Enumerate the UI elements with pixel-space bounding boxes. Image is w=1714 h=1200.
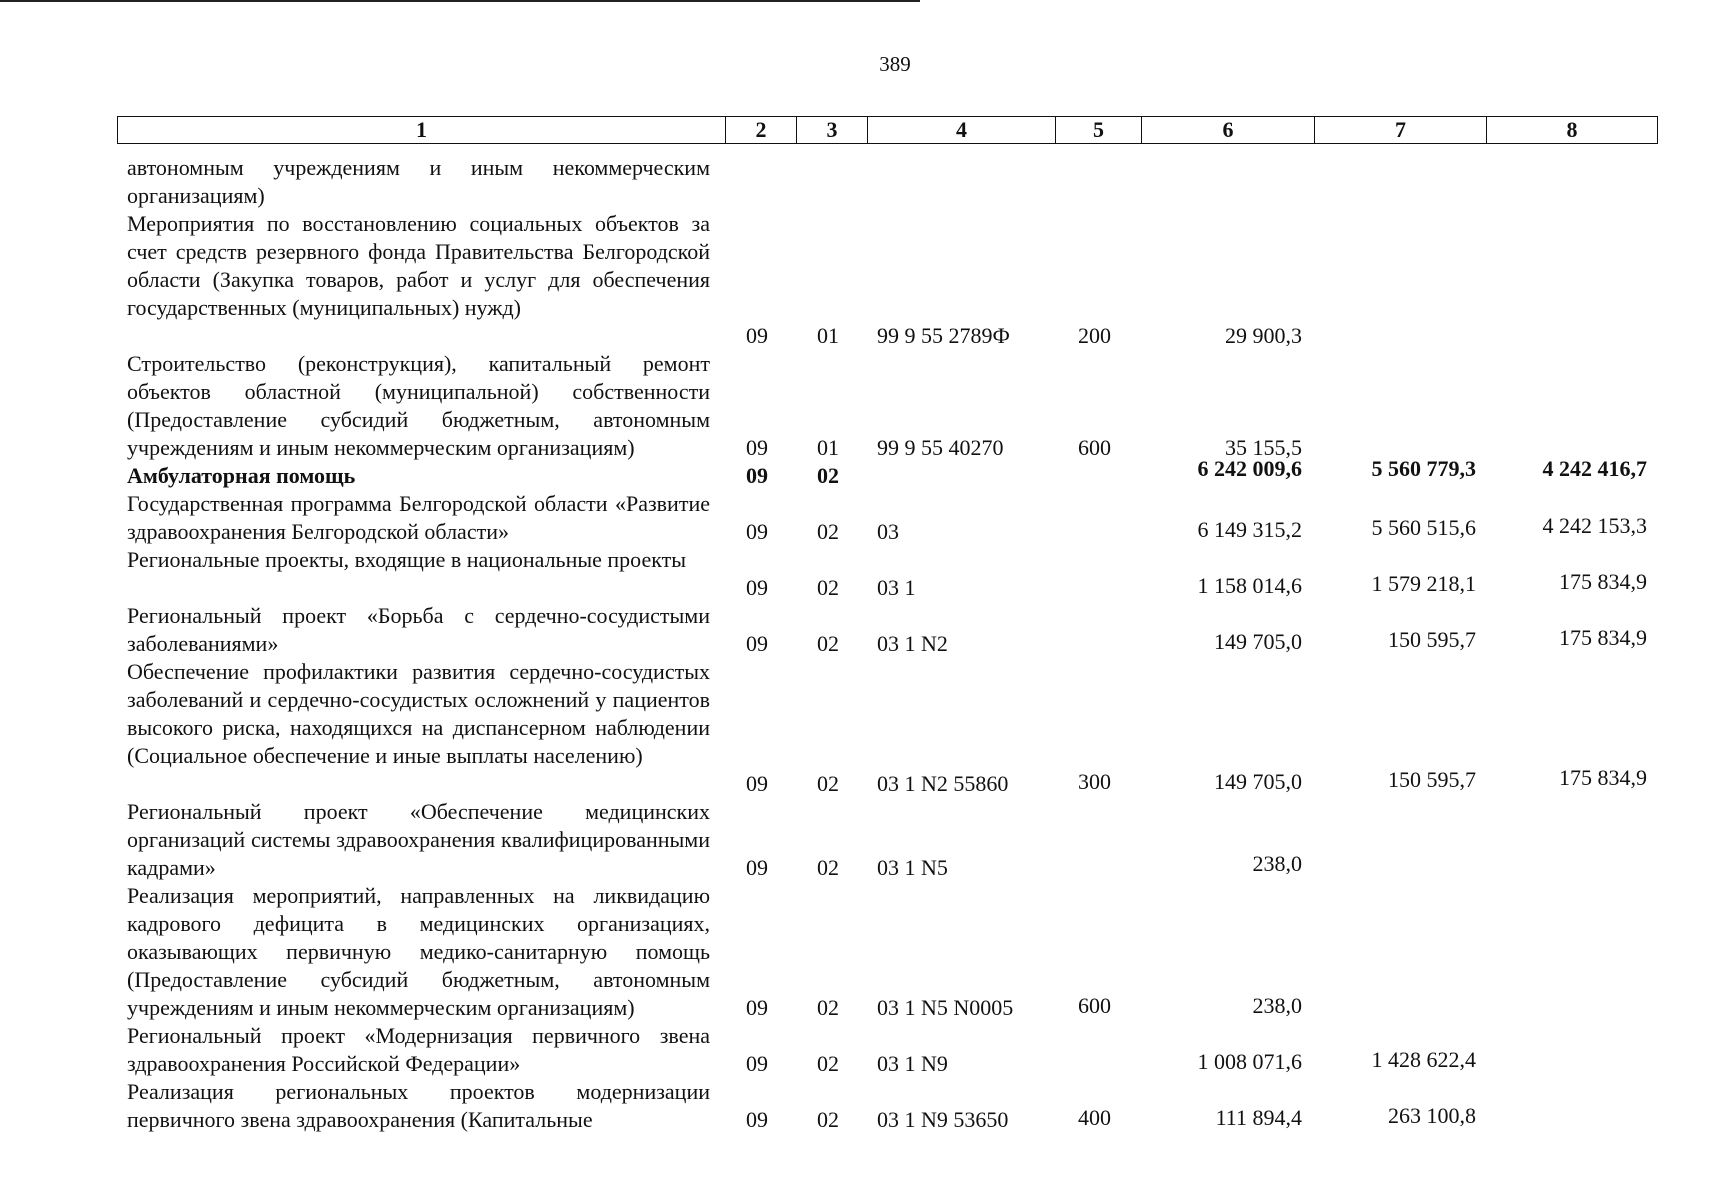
row-expense-type: 400	[1078, 1105, 1111, 1130]
row-target-code: 03	[877, 519, 899, 544]
row-target-code: 03 1 N2	[877, 631, 948, 656]
row-subsection: 02	[817, 463, 839, 488]
row-target-code: 03 1	[877, 575, 916, 600]
row-amount-6: 6 149 315,2	[1197, 517, 1302, 542]
column-header-3: 3	[797, 117, 868, 144]
row-subsection: 02	[817, 855, 839, 880]
row-amount-7: 150 595,7	[1388, 767, 1476, 792]
page-number: 389	[879, 52, 911, 76]
row-name: автономным учреждениям и иным некоммерческим организациям)	[127, 155, 710, 208]
column-header-5: 5	[1056, 117, 1142, 144]
row-subsection: 02	[817, 575, 839, 600]
row-subsection: 02	[817, 995, 839, 1020]
row-name: Региональный проект «Модернизация первичного звена здравоохранения Российской Федерации»	[127, 1023, 710, 1076]
row-name: Строительство (реконструкция), капитальный ремонт объектов областной (муниципальной) собственности (Предоставление субсидий бюджетным, автономным учреждениям и иным некоммерческим организациям)	[127, 351, 710, 460]
row-amount-7: 263 100,8	[1388, 1103, 1476, 1128]
column-header-8: 8	[1487, 117, 1658, 144]
row-section: 09	[746, 631, 768, 656]
row-name: Региональный проект «Обеспечение медицинских организаций системы здравоохранения квалифицированными кадрами»	[127, 799, 710, 880]
column-header-2: 2	[726, 117, 797, 144]
column-header-1: 1	[118, 117, 726, 144]
row-subsection: 01	[817, 323, 839, 348]
row-section: 09	[746, 463, 768, 488]
row-amount-7: 5 560 779,3	[1371, 456, 1476, 481]
row-section: 09	[746, 1107, 768, 1132]
row-section: 09	[746, 1051, 768, 1076]
row-amount-8: 175 834,9	[1559, 569, 1647, 594]
row-name: Государственная программа Белгородской области «Развитие здравоохранения Белгородской области»	[127, 491, 710, 544]
row-amount-6: 149 705,0	[1214, 769, 1302, 794]
row-target-code: 99 9 55 40270	[877, 435, 1004, 460]
row-amount-7: 1 428 622,4	[1371, 1047, 1476, 1072]
row-amount-7: 5 560 515,6	[1371, 515, 1476, 540]
row-name: Обеспечение профилактики развития сердечно-сосудистых заболеваний и сердечно-сосудистых осложнений у пациентов высокого риска, находящихся на диспансерном наблюдении (Социальное обеспечение и иные выплаты населению)	[127, 659, 710, 768]
row-section: 09	[746, 519, 768, 544]
column-header-4: 4	[868, 117, 1056, 144]
row-amount-8: 4 242 153,3	[1542, 513, 1647, 538]
column-header-6: 6	[1142, 117, 1315, 144]
row-section: 09	[746, 855, 768, 880]
row-expense-type: 200	[1078, 323, 1111, 348]
row-amount-8: 175 834,9	[1559, 625, 1647, 650]
row-name: Реализация региональных проектов модернизации первичного звена здравоохранения (Капитальные	[127, 1079, 710, 1132]
row-name: Региональный проект «Борьба с сердечно-сосудистыми заболеваниями»	[127, 603, 710, 656]
row-target-code: 99 9 55 2789Ф	[877, 323, 1010, 348]
row-expense-type: 600	[1078, 435, 1111, 460]
row-target-code: 03 1 N5 N0005	[877, 995, 1014, 1020]
row-amount-7: 1 579 218,1	[1371, 571, 1476, 596]
row-target-code: 03 1 N2 55860	[877, 771, 1009, 796]
row-amount-6: 1 158 014,6	[1197, 573, 1302, 598]
row-name: Амбулаторная помощь	[127, 463, 356, 488]
row-amount-6: 29 900,3	[1225, 323, 1302, 348]
row-amount-7: 150 595,7	[1388, 627, 1476, 652]
row-subsection: 02	[817, 1107, 839, 1132]
row-amount-8: 175 834,9	[1559, 765, 1647, 790]
row-amount-6: 149 705,0	[1214, 629, 1302, 654]
row-subsection: 02	[817, 1051, 839, 1076]
row-amount-6: 35 155,5	[1225, 435, 1302, 460]
row-section: 09	[746, 771, 768, 796]
row-subsection: 02	[817, 519, 839, 544]
row-target-code: 03 1 N9	[877, 1051, 948, 1076]
row-expense-type: 600	[1078, 993, 1111, 1018]
row-name: Реализация мероприятий, направленных на ликвидацию кадрового дефицита в медицинских организациях, оказывающих первичную медико-санитарную помощь (Предоставление субсидий бюджетным, автономным учреждениям и иным некоммерческим организациям)	[127, 883, 710, 1020]
row-amount-6: 6 242 009,6	[1197, 456, 1302, 481]
row-amount-6: 238,0	[1252, 851, 1302, 876]
row-amount-6: 111 894,4	[1215, 1105, 1302, 1130]
row-section: 09	[746, 323, 768, 348]
row-name: Региональные проекты, входящие в национальные проекты	[127, 547, 687, 572]
row-amount-6: 238,0	[1252, 993, 1302, 1018]
row-expense-type: 300	[1078, 769, 1111, 794]
row-section: 09	[746, 575, 768, 600]
row-target-code: 03 1 N9 53650	[877, 1107, 1009, 1132]
row-amount-6: 1 008 071,6	[1197, 1049, 1302, 1074]
row-subsection: 01	[817, 435, 839, 460]
row-section: 09	[746, 995, 768, 1020]
row-amount-8: 4 242 416,7	[1542, 456, 1647, 481]
row-subsection: 02	[817, 771, 839, 796]
row-section: 09	[746, 435, 768, 460]
row-name: Мероприятия по восстановлению социальных объектов за счет средств резервного фонда Правительства Белгородской области (Закупка товаров, работ и услуг для обеспечения государственных (муниципальных) нужд)	[127, 211, 710, 320]
row-subsection: 02	[817, 631, 839, 656]
row-target-code: 03 1 N5	[877, 855, 948, 880]
column-header-7: 7	[1315, 117, 1487, 144]
